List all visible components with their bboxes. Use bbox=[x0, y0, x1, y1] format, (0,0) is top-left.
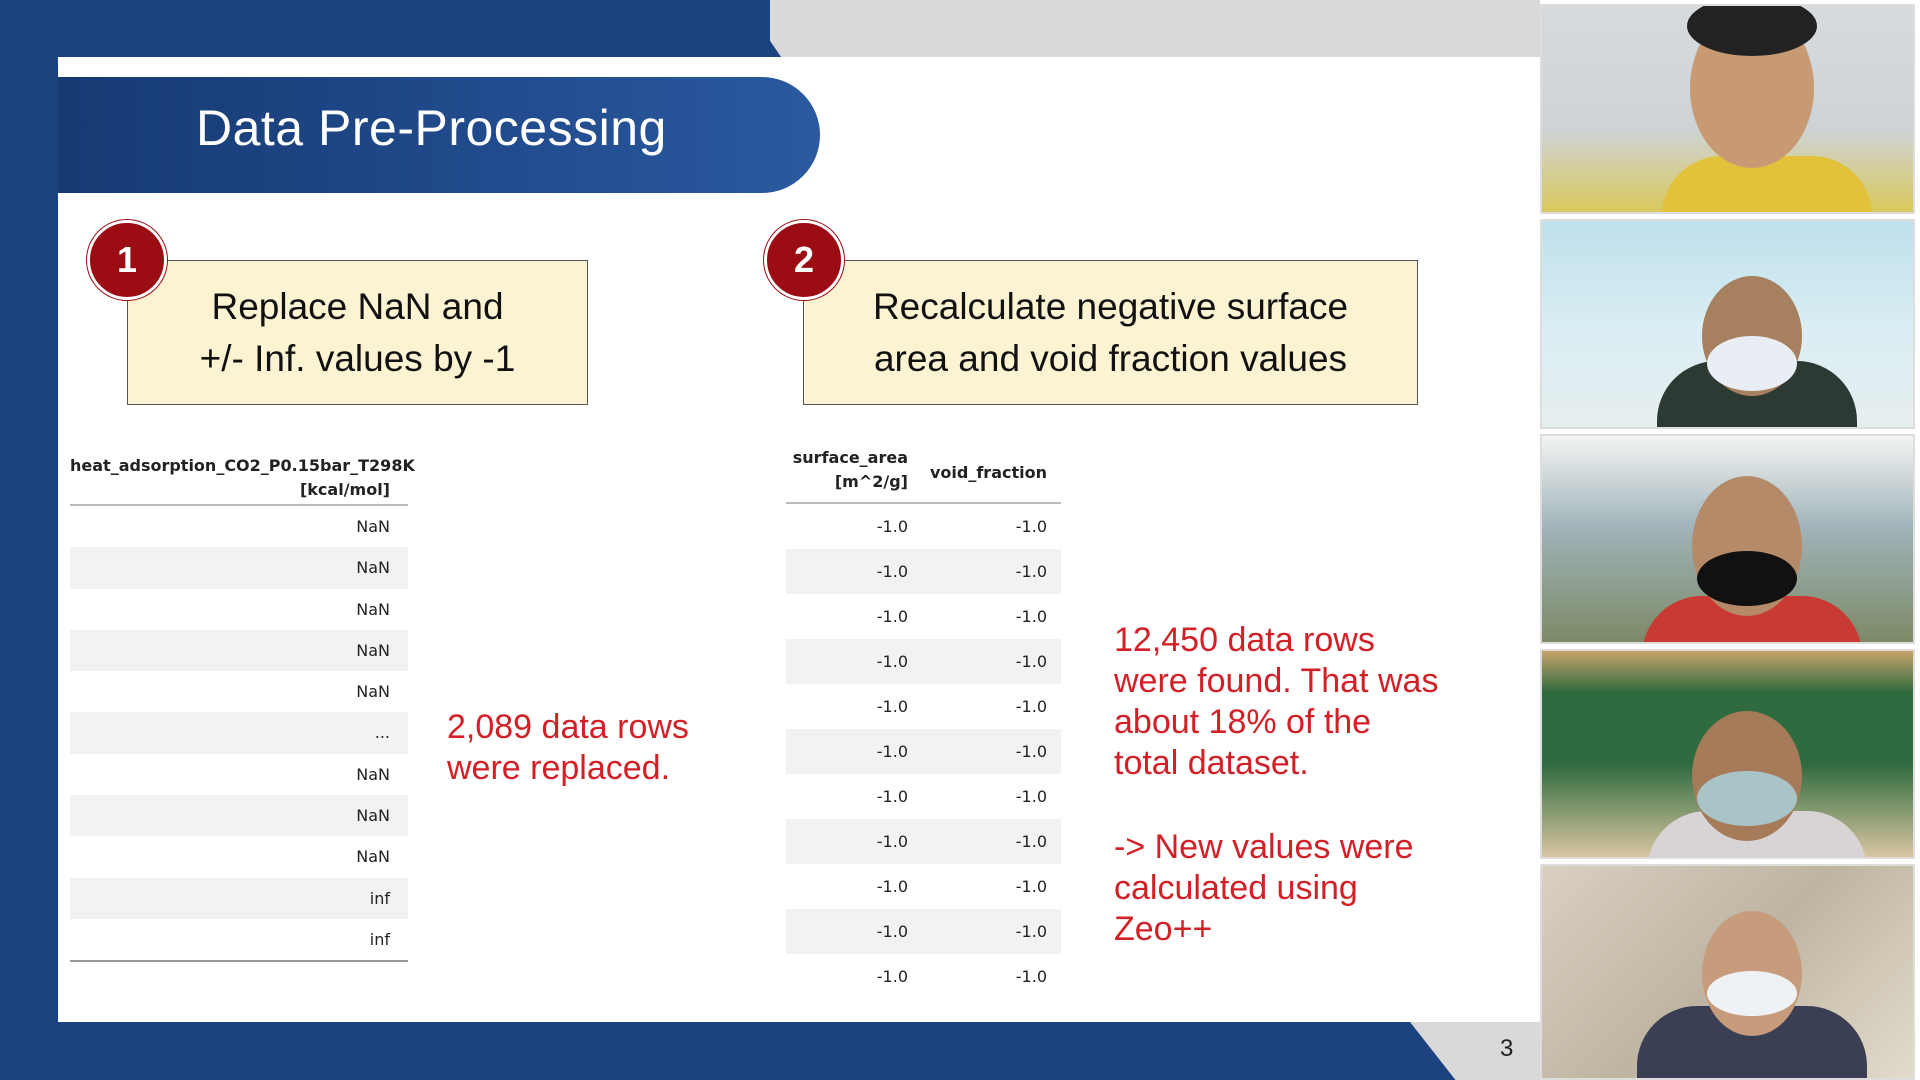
slide bbox=[58, 57, 1540, 1022]
cell-void-fraction: -1.0 bbox=[1015, 787, 1047, 806]
table-header bbox=[786, 444, 1061, 504]
step2-badge: 2 bbox=[764, 220, 844, 300]
note2-line1: 12,450 data rows bbox=[1114, 621, 1375, 659]
col1-line2: [m^2/g] bbox=[834, 472, 908, 491]
cell-void-fraction: -1.0 bbox=[1015, 517, 1047, 536]
cell-surface-area: -1.0 bbox=[876, 787, 908, 806]
col-header-void-fraction: void_fraction bbox=[929, 463, 1047, 482]
table-row: NaN bbox=[70, 795, 408, 836]
table-row: NaN bbox=[356, 599, 390, 619]
cell-surface-area: -1.0 bbox=[876, 652, 908, 671]
table-row bbox=[786, 639, 1061, 684]
cell-surface-area: -1.0 bbox=[876, 877, 908, 896]
header-line2: [kcal/mol] bbox=[299, 480, 390, 499]
note2-line3: about 18% of the bbox=[1114, 703, 1372, 741]
participant-video-2[interactable] bbox=[1540, 219, 1915, 429]
table-row: NaN bbox=[356, 847, 390, 867]
table-row: inf bbox=[369, 929, 390, 949]
cell-surface-area: -1.0 bbox=[876, 832, 908, 851]
participant-video-5[interactable] bbox=[1540, 864, 1915, 1080]
video-panel bbox=[1540, 0, 1920, 1080]
cell-void-fraction: -1.0 bbox=[1015, 697, 1047, 716]
col-header-surface-area bbox=[786, 444, 916, 502]
cell-void-fraction: -1.0 bbox=[1015, 607, 1047, 626]
table-row bbox=[786, 504, 1061, 549]
cell-void-fraction: -1.0 bbox=[1015, 877, 1047, 896]
table-row: ... bbox=[70, 712, 408, 753]
table-row: NaN bbox=[356, 682, 390, 702]
table-bottom-rule bbox=[70, 960, 408, 962]
table-row: NaN bbox=[70, 630, 408, 671]
step1-badge: 1 bbox=[87, 220, 167, 300]
step2-line2: area and void fraction values bbox=[873, 337, 1348, 379]
table-row: NaN bbox=[356, 517, 390, 536]
cell-void-fraction: -1.0 bbox=[1015, 967, 1047, 986]
cell-surface-area: -1.0 bbox=[876, 742, 908, 761]
table-row: NaN bbox=[356, 764, 390, 784]
note1-line1: 2,089 data rows bbox=[447, 708, 689, 746]
step2-line1: Recalculate negative surface bbox=[872, 285, 1349, 327]
heat-adsorption-table bbox=[70, 452, 415, 962]
step1-line1: Replace NaN and bbox=[211, 285, 504, 327]
cell-surface-area: -1.0 bbox=[876, 967, 908, 986]
table-body bbox=[70, 506, 408, 960]
table-row bbox=[786, 954, 1061, 999]
participant-video-4[interactable] bbox=[1540, 649, 1915, 859]
note2-line2: were found. That was bbox=[1114, 662, 1439, 700]
background-accent bbox=[0, 0, 58, 1080]
surface-void-table bbox=[786, 444, 1061, 999]
slide-title: Data Pre-Processing bbox=[196, 100, 667, 156]
cell-surface-area: -1.0 bbox=[876, 607, 908, 626]
title-banner bbox=[58, 77, 820, 193]
note3-line1: -> New values were bbox=[1114, 828, 1414, 866]
table-row bbox=[786, 774, 1061, 819]
table-row: inf bbox=[70, 878, 408, 919]
step2-callout bbox=[803, 260, 1418, 405]
note2-line4: total dataset. bbox=[1114, 744, 1309, 782]
table-row bbox=[786, 729, 1061, 774]
step1-line2: +/- Inf. values by -1 bbox=[199, 337, 516, 379]
page-number: 3 bbox=[1500, 1035, 1514, 1062]
cell-void-fraction: -1.0 bbox=[1015, 562, 1047, 581]
table-row bbox=[786, 684, 1061, 729]
note-found bbox=[1114, 620, 1514, 784]
col1-line1: surface_area bbox=[792, 448, 908, 467]
table-row bbox=[786, 864, 1061, 909]
table-row bbox=[786, 909, 1061, 954]
note1-line2: were replaced. bbox=[447, 749, 671, 787]
table-row bbox=[786, 819, 1061, 864]
table-header bbox=[70, 452, 415, 506]
note3-line3: Zeo++ bbox=[1114, 910, 1213, 948]
cell-void-fraction: -1.0 bbox=[1015, 832, 1047, 851]
cell-void-fraction: -1.0 bbox=[1015, 652, 1047, 671]
cell-surface-area: -1.0 bbox=[876, 517, 908, 536]
note3-line2: calculated using bbox=[1114, 869, 1358, 907]
cell-void-fraction: -1.0 bbox=[1015, 922, 1047, 941]
cell-surface-area: -1.0 bbox=[876, 697, 908, 716]
table-row bbox=[786, 594, 1061, 639]
cell-surface-area: -1.0 bbox=[876, 922, 908, 941]
step1-callout bbox=[127, 260, 588, 405]
note-replaced bbox=[447, 707, 767, 789]
table-body bbox=[786, 504, 1061, 999]
participant-video-1[interactable] bbox=[1540, 4, 1915, 214]
background-accent-bottom bbox=[0, 1022, 1540, 1080]
header-line1: heat_adsorption_CO2_P0.15bar_T298K bbox=[70, 456, 415, 475]
cell-surface-area: -1.0 bbox=[876, 562, 908, 581]
participant-video-3[interactable] bbox=[1540, 434, 1915, 644]
table-row: NaN bbox=[70, 547, 408, 588]
note-recalculated bbox=[1114, 827, 1514, 950]
table-row bbox=[786, 549, 1061, 594]
cell-void-fraction: -1.0 bbox=[1015, 742, 1047, 761]
